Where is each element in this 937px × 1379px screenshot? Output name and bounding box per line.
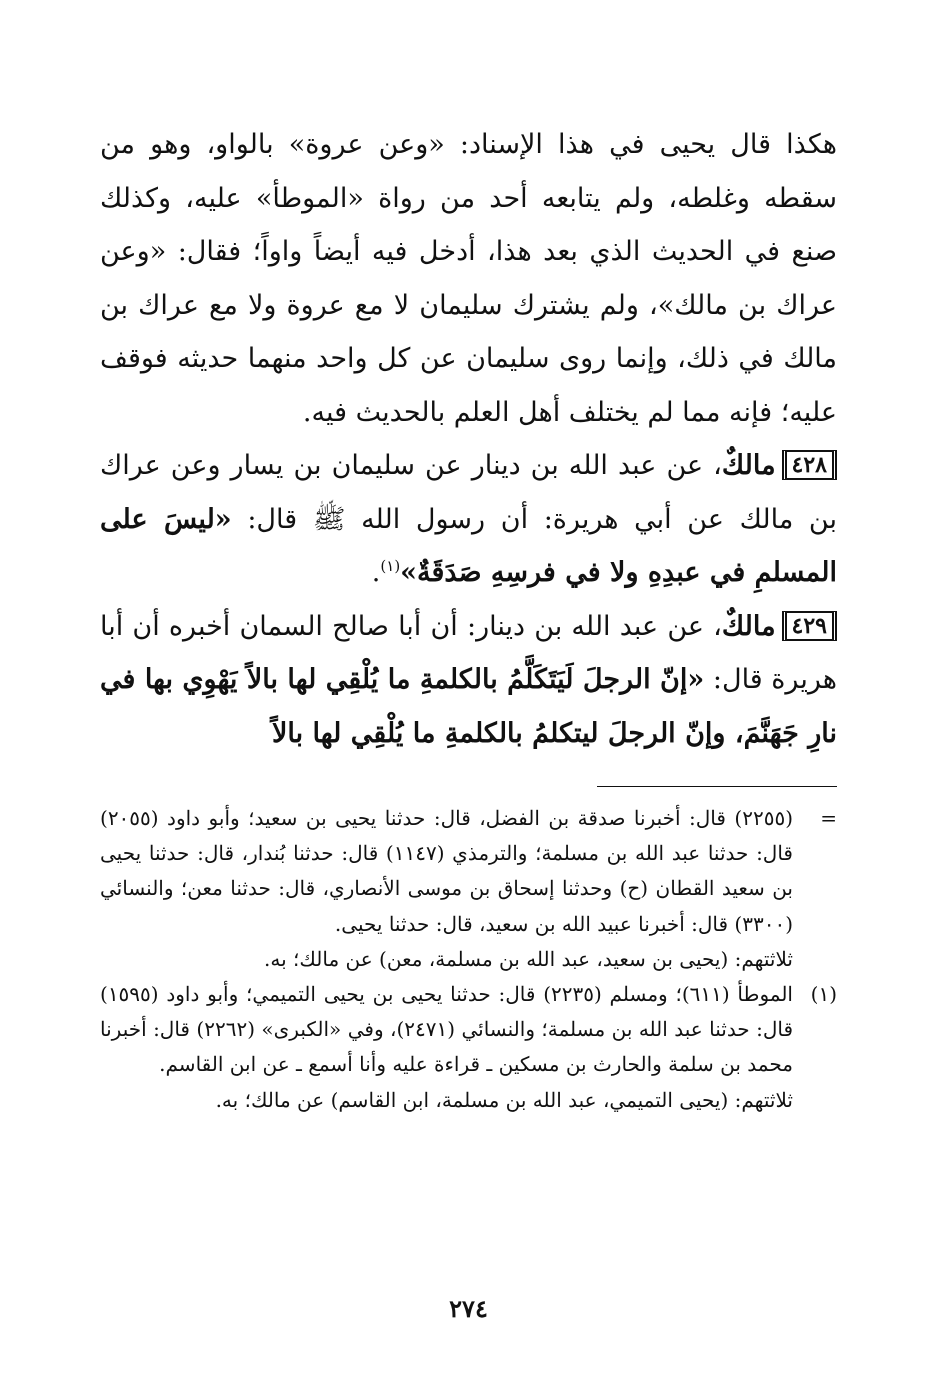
- hadith-number: ٤٢٩: [782, 611, 837, 641]
- footnote-marker: =: [820, 806, 837, 830]
- footnote-paragraph: ثلاثتهم: (يحيى التميمي، عبد الله بن مسلمة، ابن القاسم) عن مالك؛ به.: [215, 1087, 793, 1112]
- footnote-1: [100, 977, 837, 1118]
- sentence-end: .: [371, 557, 381, 588]
- footnote-paragraph: ثلاثتهم: (يحيى بن سعيد، عبد الله بن مسلمة، معن) عن مالك؛ به.: [264, 946, 793, 971]
- footnotes: [100, 801, 837, 1118]
- footnote-reference[interactable]: (١): [380, 557, 401, 575]
- page: [100, 118, 837, 1379]
- isnad-chain: ، عن عبد الله بن دينار: أن أبا صالح السمان أخبره أن أبا هريرة قال:: [100, 610, 837, 695]
- paragraph-commentary: هكذا قال يحيى في هذا الإسناد: «وعن عروة» بالواو، وهو من سقطه وغلطه، ولم يتابعه أحد من رواة «الموطأ» عليه، وكذلك صنع في الحديث الذي بعد هذا، أدخل فيه أيضاً واواً؛ فقال: «وعن عراك بن مالك»، ولم يشترك سليمان لا مع عروة ولا مع عراك بن مالك في ذلك، وإنما روى سليمان عن كل واحد منهما حديثه فوقف عليه؛ فإنه مما لم يختلف أهل العلم بالحديث فيه.: [100, 129, 837, 428]
- hadith-matn: «ليسَ على المسلمِ في عبدِهِ ولا في فرسِهِ صَدَقَةٌ»: [100, 503, 837, 588]
- footnote-continuation: [100, 801, 837, 977]
- footnote-paragraph: (٢٢٥٥) قال: أخبرنا صدقة بن الفضل، قال: حدثنا يحيى بن سعيد؛ وأبو داود (٢٠٥٥) قال: حدثنا عبد الله بن مسلمة؛ والترمذي (١١٤٧) قال: حدثنا بُندار، قال: حدثنا يحيى بن سعيد القطان (ح) وحدثنا إسحاق بن موسى الأنصاري، قال: حدثنا معن؛ والنسائي (٣٣٠٠) قال: أخبرنا عبيد الله بن سعيد، قال: حدثنا يحيى.: [100, 806, 793, 936]
- page-number: ٢٧٤: [449, 1294, 488, 1323]
- narrator-name: مالكٌ: [721, 610, 776, 642]
- footnote-marker: (١): [810, 982, 837, 1007]
- hadith-number: ٤٢٨: [782, 450, 837, 480]
- hadith-matn: «إنّ الرجلَ لَيَتَكَلَّمُ بالكلمةِ ما يُلْقِي لها بالاً يَهْوِي بها في نارِ جَهَنَّمَ، وإنّ الرجلَ ليتكلمُ بالكلمةِ ما يُلْقِي لها بالاً: [100, 664, 837, 749]
- hadith-428: [100, 439, 837, 600]
- narrator-name: مالكٌ: [721, 450, 776, 481]
- main-text: [100, 118, 837, 760]
- footnote-divider: [597, 786, 837, 787]
- hadith-429: [100, 600, 837, 761]
- isnad-chain: ، عن عبد الله بن دينار عن سليمان بن يسار وعن عراك بن مالك عن أبي هريرة: أن رسول الله ﷺ قال:: [100, 450, 837, 535]
- footnote-paragraph: الموطأ (٦١١)؛ ومسلم (٢٢٣٥) قال: حدثنا يحيى بن يحيى التميمي؛ وأبو داود (١٥٩٥) قال: حدثنا عبد الله بن مسلمة؛ والنسائي (٢٤٧١)، وفي «الكبرى» (٢٢٦٢) قال: أخبرنا محمد بن سلمة والحارث بن مسكين ـ قراءة عليه وأنا أسمع ـ عن ابن القاسم.: [100, 982, 794, 1077]
